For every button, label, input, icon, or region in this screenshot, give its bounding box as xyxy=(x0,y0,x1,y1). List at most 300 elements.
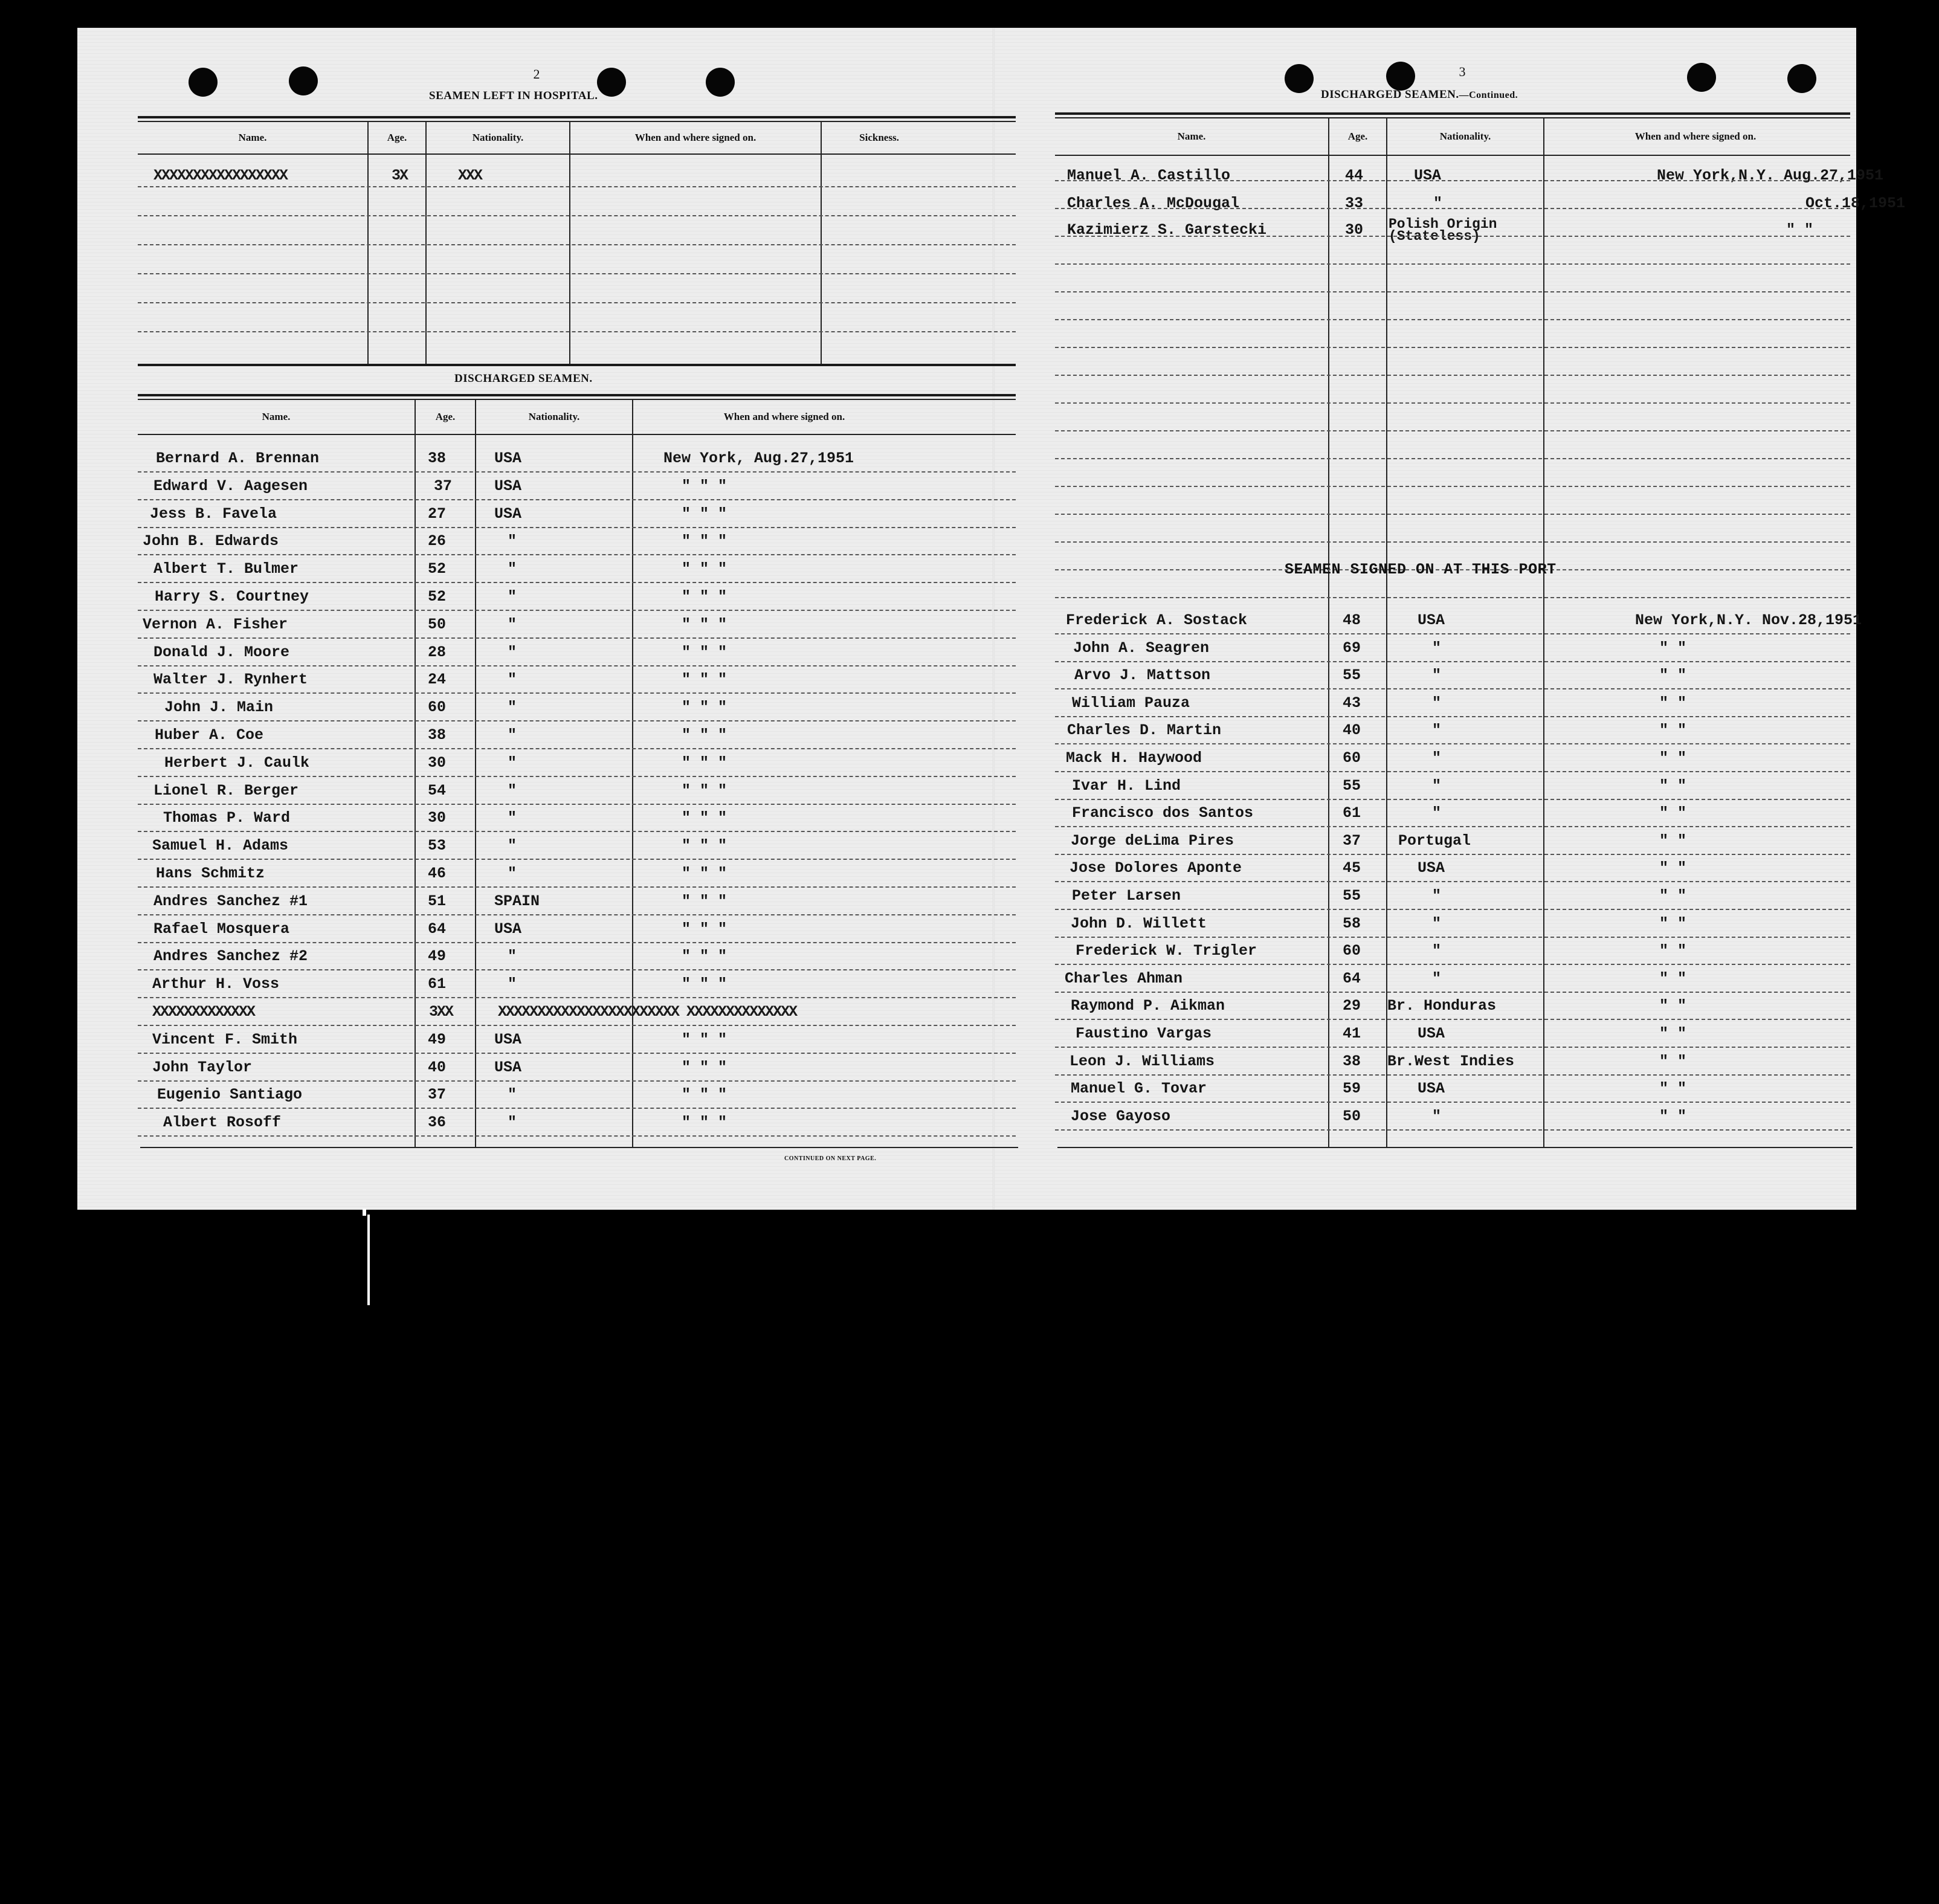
row-name: Albert Rosoff xyxy=(163,1114,282,1131)
struck-age: 3X xyxy=(392,167,408,184)
row-name: John B. Edwards xyxy=(143,532,279,550)
row-age: 38 xyxy=(428,450,447,467)
left-page xyxy=(77,28,993,1210)
rule xyxy=(138,399,1016,400)
row-rule xyxy=(1055,937,1850,938)
discharged-header-nationality: Nationality. xyxy=(528,411,580,422)
row-rule xyxy=(138,215,1016,216)
row-age: 3XX xyxy=(429,1003,453,1021)
row-nationality: Portugal xyxy=(1398,832,1471,850)
right-header-age: Age. xyxy=(1347,131,1368,142)
row-rule xyxy=(138,859,1016,860)
rule xyxy=(1055,112,1850,115)
row-age: 30 xyxy=(1345,221,1364,239)
row-signed-on: " " xyxy=(1659,804,1687,822)
row-signed-on: " " " xyxy=(682,588,728,605)
column-divider xyxy=(475,400,476,1147)
row-signed-on: New York, Aug.27,1951 xyxy=(663,450,854,467)
row-name: Manuel G. Tovar xyxy=(1071,1080,1207,1097)
row-rule xyxy=(138,942,1016,943)
row-age: 69 xyxy=(1343,639,1361,657)
row-nationality: " xyxy=(1432,1108,1442,1125)
page-number: 3 xyxy=(1459,64,1466,79)
row-nationality: " xyxy=(508,837,517,854)
row-rule xyxy=(138,302,1016,303)
row-rule xyxy=(138,1053,1016,1054)
row-rule xyxy=(1055,430,1850,431)
row-age: 61 xyxy=(428,975,447,993)
title-text: DISCHARGED SEAMEN. xyxy=(1321,88,1459,101)
row-name: Thomas P. Ward xyxy=(163,809,291,827)
row-nationality: " xyxy=(508,865,517,882)
row-name: Eugenio Santiago xyxy=(157,1086,303,1103)
struck-name: XXXXXXXXXXXXXXXXX xyxy=(153,167,288,184)
discharged-header-age: Age. xyxy=(435,411,456,422)
row-signed-on: " " " xyxy=(682,754,728,772)
row-name: XXXXXXXXXXXXX xyxy=(152,1003,255,1021)
row-age: 60 xyxy=(428,699,447,716)
row-age: 50 xyxy=(428,616,447,633)
discharged-continued-title xyxy=(1321,88,1518,102)
row-nationality: USA xyxy=(1418,612,1445,629)
row-signed-on: " " " xyxy=(682,975,728,993)
rule xyxy=(1055,155,1850,156)
row-rule xyxy=(138,914,1016,915)
row-rule xyxy=(138,1080,1016,1082)
row-signed-on: New York,N.Y. Nov.28,1951 xyxy=(1635,612,1862,629)
row-rule xyxy=(138,499,1016,500)
row-name: Harry S. Courtney xyxy=(155,588,309,605)
row-rule xyxy=(138,582,1016,583)
column-divider xyxy=(821,122,822,364)
row-name: Jorge deLima Pires xyxy=(1071,832,1234,850)
row-rule xyxy=(138,997,1016,998)
row-rule xyxy=(1055,347,1850,348)
row-rule xyxy=(138,720,1016,721)
row-age: 38 xyxy=(1343,1053,1361,1070)
row-age: 53 xyxy=(428,837,447,854)
row-age: 37 xyxy=(428,1086,447,1103)
row-name: Kazimierz S. Garstecki xyxy=(1067,221,1267,239)
row-rule xyxy=(1055,826,1850,827)
row-rule xyxy=(1055,1129,1850,1131)
row-age: 58 xyxy=(1343,915,1361,932)
row-rule xyxy=(1055,514,1850,515)
row-age: 28 xyxy=(428,644,447,661)
row-signed-on: " " " xyxy=(682,477,728,495)
row-rule xyxy=(1055,1047,1850,1048)
row-age: 60 xyxy=(1343,749,1361,767)
row-name: Bernard A. Brennan xyxy=(156,450,320,467)
row-nationality: USA xyxy=(1418,1025,1445,1042)
row-nationality: USA xyxy=(1418,859,1445,877)
row-signed-on: " " " xyxy=(682,560,728,578)
row-name: Charles Ahman xyxy=(1065,970,1183,987)
row-nationality: " xyxy=(1432,749,1442,767)
row-signed-on: " " xyxy=(1659,1080,1687,1097)
row-rule xyxy=(1055,688,1850,689)
row-name: William Pauza xyxy=(1072,694,1190,712)
crew-list-sheet xyxy=(77,28,1906,1210)
row-age: 40 xyxy=(428,1059,447,1076)
row-age: 55 xyxy=(1343,666,1361,684)
row-signed-on: " " xyxy=(1659,915,1687,932)
row-age: 33 xyxy=(1345,195,1364,212)
row-nationality: " xyxy=(508,809,517,827)
row-rule xyxy=(1055,743,1850,744)
row-name: Albert T. Bulmer xyxy=(153,560,299,578)
row-rule xyxy=(1055,319,1850,320)
row-signed-on: " " " xyxy=(682,865,728,882)
row-rule xyxy=(1055,771,1850,772)
row-age: 48 xyxy=(1343,612,1361,629)
row-rule xyxy=(1055,854,1850,855)
row-nationality: " xyxy=(1432,887,1442,905)
row-name: Jess B. Favela xyxy=(150,505,277,523)
row-signed-on: " " xyxy=(1659,970,1687,987)
row-name: Mack H. Haywood xyxy=(1066,749,1202,767)
row-nationality: " xyxy=(508,975,517,993)
row-rule xyxy=(1055,180,1850,181)
row-age: 55 xyxy=(1343,777,1361,795)
row-rule xyxy=(1055,633,1850,634)
row-nationality: " xyxy=(1432,721,1442,739)
right-header-name: Name. xyxy=(1177,131,1206,142)
column-divider xyxy=(367,122,369,364)
row-signed-on: " " xyxy=(1786,221,1814,239)
row-signed-on: " " " xyxy=(682,782,728,799)
rule xyxy=(138,394,1016,396)
row-signed-on: " " xyxy=(1659,997,1687,1015)
rule xyxy=(138,434,1016,435)
row-age: 26 xyxy=(428,532,447,550)
row-age: 60 xyxy=(1343,942,1361,960)
row-age: 43 xyxy=(1343,694,1361,712)
right-header-signed-on: When and where signed on. xyxy=(1634,131,1757,142)
row-signed-on: " " xyxy=(1659,666,1687,684)
row-age: 50 xyxy=(1343,1108,1361,1125)
row-rule xyxy=(138,273,1016,274)
row-nationality: Polish Origin xyxy=(1389,216,1497,232)
row-age: 52 xyxy=(428,588,447,605)
row-rule xyxy=(138,610,1016,611)
row-signed-on: " " " xyxy=(682,1086,728,1103)
row-nationality: " xyxy=(1432,639,1442,657)
row-age: 52 xyxy=(428,560,447,578)
row-nationality: USA xyxy=(494,477,522,495)
row-rule xyxy=(138,1135,1016,1137)
row-age: 27 xyxy=(428,505,447,523)
row-nationality: " xyxy=(1432,804,1442,822)
row-signed-on: " " xyxy=(1659,1108,1687,1125)
row-name: Raymond P. Aikman xyxy=(1071,997,1225,1015)
row-rule xyxy=(138,331,1016,332)
row-signed-on: " " " xyxy=(682,892,728,910)
row-age: 54 xyxy=(428,782,447,799)
row-name: Huber A. Coe xyxy=(155,726,264,744)
row-nationality: " xyxy=(1432,777,1442,795)
row-nationality: USA xyxy=(494,450,522,467)
hospital-header-signed-on: When and where signed on. xyxy=(634,132,757,143)
row-signed-on: " " xyxy=(1659,639,1687,657)
row-name: John D. Willett xyxy=(1071,915,1207,932)
row-nationality: " xyxy=(1433,195,1443,212)
row-name: Francisco dos Santos xyxy=(1072,804,1254,822)
discharged-section-title: DISCHARGED SEAMEN. xyxy=(454,372,593,385)
row-name: Jose Dolores Aponte xyxy=(1070,859,1242,877)
row-rule xyxy=(1055,964,1850,965)
row-name: Ivar H. Lind xyxy=(1072,777,1181,795)
row-nationality: " xyxy=(1432,666,1442,684)
hospital-section-title: SEAMEN LEFT IN HOSPITAL. xyxy=(429,89,598,102)
row-nationality: " xyxy=(508,726,517,744)
row-signed-on: " " xyxy=(1659,887,1687,905)
row-nationality: USA xyxy=(494,1059,522,1076)
signed-on-section-title: SEAMEN SIGNED ON AT THIS PORT xyxy=(1285,561,1557,578)
row-rule xyxy=(1055,263,1850,265)
row-rule xyxy=(1055,597,1850,598)
discharged-header-signed-on: When and where signed on. xyxy=(723,411,845,422)
rule xyxy=(1057,1147,1853,1148)
row-rule xyxy=(138,665,1016,666)
row-nationality: " xyxy=(508,532,517,550)
rule xyxy=(138,153,1016,155)
row-name: Arthur H. Voss xyxy=(152,975,280,993)
row-nationality: USA xyxy=(494,920,522,938)
row-rule xyxy=(1055,486,1850,487)
row-rule xyxy=(138,748,1016,749)
row-name: Charles A. McDougal xyxy=(1067,195,1240,212)
row-name: John Taylor xyxy=(152,1059,253,1076)
row-signed-on: " " xyxy=(1659,942,1687,960)
row-signed-on: " " " xyxy=(682,671,728,688)
row-name: Herbert J. Caulk xyxy=(164,754,310,772)
row-nationality: USA xyxy=(494,505,522,523)
row-age: 46 xyxy=(428,865,447,882)
row-age: 41 xyxy=(1343,1025,1361,1042)
column-divider xyxy=(415,400,416,1147)
row-nationality: " xyxy=(508,1086,517,1103)
row-signed-on: " " " xyxy=(682,644,728,661)
row-signed-on: " " xyxy=(1659,694,1687,712)
row-age: 37 xyxy=(1343,832,1361,850)
row-signed-on: " " " xyxy=(682,1031,728,1048)
row-rule xyxy=(1055,881,1850,882)
row-nationality-line2: (Stateless) xyxy=(1389,228,1480,244)
row-name: Edward V. Aagesen xyxy=(153,477,308,495)
row-signed-on: " " " xyxy=(682,699,728,716)
row-age: 36 xyxy=(428,1114,447,1131)
row-age: 38 xyxy=(428,726,447,744)
column-divider xyxy=(425,122,427,364)
row-nationality: " xyxy=(508,1114,517,1131)
row-age: 40 xyxy=(1343,721,1361,739)
row-age: 24 xyxy=(428,671,447,688)
right-header-nationality: Nationality. xyxy=(1439,131,1491,142)
row-signed-on: " " xyxy=(1659,832,1687,850)
row-name: John J. Main xyxy=(164,699,274,716)
row-signed-on: " " " xyxy=(682,726,728,744)
row-rule xyxy=(138,804,1016,805)
row-name: Charles D. Martin xyxy=(1067,721,1222,739)
row-rule xyxy=(138,471,1016,473)
hospital-header-name: Name. xyxy=(238,132,267,143)
row-rule xyxy=(138,692,1016,694)
row-age: 44 xyxy=(1345,167,1364,184)
row-nationality: " xyxy=(1432,942,1442,960)
row-signed-on: " " " xyxy=(682,532,728,550)
hospital-header-age: Age. xyxy=(387,132,407,143)
row-nationality: Br. Honduras xyxy=(1387,997,1497,1015)
row-nationality: USA xyxy=(1418,1080,1445,1097)
row-rule xyxy=(1055,661,1850,662)
row-nationality: " xyxy=(1432,694,1442,712)
row-name: Peter Larsen xyxy=(1072,887,1181,905)
row-rule xyxy=(138,186,1016,187)
row-nationality: " xyxy=(508,671,517,688)
continued-note: CONTINUED ON NEXT PAGE. xyxy=(784,1155,877,1162)
row-rule xyxy=(138,969,1016,970)
row-name: Andres Sanchez #1 xyxy=(153,892,308,910)
rule xyxy=(138,116,1016,118)
row-signed-on: " " xyxy=(1659,777,1687,795)
row-rule xyxy=(1055,458,1850,459)
row-age: 45 xyxy=(1343,859,1361,877)
row-nationality: " xyxy=(1432,970,1442,987)
row-signed-on: " " xyxy=(1659,859,1687,877)
rule xyxy=(1055,117,1850,118)
row-name: Manuel A. Castillo xyxy=(1067,167,1231,184)
row-age: 59 xyxy=(1343,1080,1361,1097)
row-name: Rafael Mosquera xyxy=(153,920,290,938)
row-name: Hans Schmitz xyxy=(156,865,265,882)
hospital-header-nationality: Nationality. xyxy=(472,132,524,143)
row-signed-on: " " " xyxy=(682,1114,728,1131)
row-name: Donald J. Moore xyxy=(153,644,290,661)
row-rule xyxy=(1055,541,1850,543)
row-signed-on: Oct.18,1951 xyxy=(1805,195,1906,212)
page-number: 2 xyxy=(533,66,540,82)
row-nationality: " xyxy=(1432,915,1442,932)
row-age: 51 xyxy=(428,892,447,910)
row-age: 30 xyxy=(428,754,447,772)
row-rule xyxy=(138,831,1016,832)
row-nationality: " xyxy=(508,699,517,716)
row-rule xyxy=(138,527,1016,528)
row-signed-on: " " " xyxy=(682,616,728,633)
row-age: 29 xyxy=(1343,997,1361,1015)
row-name: Jose Gayoso xyxy=(1071,1108,1171,1125)
rule xyxy=(140,1147,1018,1148)
row-rule xyxy=(1055,909,1850,910)
row-signed-on: New York,N.Y. Aug.27,1951 xyxy=(1657,167,1884,184)
row-name: Leon J. Williams xyxy=(1070,1053,1215,1070)
row-nationality: " xyxy=(508,588,517,605)
row-rule xyxy=(1055,402,1850,404)
row-rule xyxy=(138,1108,1016,1109)
title-suffix: —Continued. xyxy=(1459,90,1518,100)
row-rule xyxy=(138,244,1016,245)
row-signed-on: " " " xyxy=(682,920,728,938)
row-rule xyxy=(138,637,1016,639)
row-name: Vincent F. Smith xyxy=(152,1031,298,1048)
column-divider xyxy=(569,122,570,364)
row-name: John A. Seagren xyxy=(1073,639,1210,657)
row-rule xyxy=(1055,1102,1850,1103)
row-name: Frederick A. Sostack xyxy=(1066,612,1248,629)
scan-artifact xyxy=(367,1215,370,1305)
row-age: 64 xyxy=(1343,970,1361,987)
row-age: 61 xyxy=(1343,804,1361,822)
row-name: Walter J. Rynhert xyxy=(153,671,308,688)
row-nationality: USA xyxy=(494,1031,522,1048)
row-rule xyxy=(1055,208,1850,209)
row-age: 30 xyxy=(428,809,447,827)
hospital-header-sickness: Sickness. xyxy=(859,132,899,143)
row-name: Frederick W. Trigler xyxy=(1076,942,1257,960)
right-page xyxy=(995,28,1906,1210)
row-nationality: " xyxy=(508,754,517,772)
struck-nationality: XXX xyxy=(458,167,482,184)
row-nationality: SPAIN xyxy=(494,892,540,910)
row-rule xyxy=(1055,992,1850,993)
row-name: Andres Sanchez #2 xyxy=(153,947,308,965)
row-rule xyxy=(1055,291,1850,292)
rule xyxy=(138,121,1016,122)
row-rule xyxy=(1055,236,1850,237)
discharged-header-name: Name. xyxy=(262,411,291,422)
row-rule xyxy=(138,554,1016,555)
row-signed-on: " " " xyxy=(682,1059,728,1076)
row-rule xyxy=(1055,1074,1850,1076)
row-name: Lionel R. Berger xyxy=(153,782,299,799)
row-signed-on: " " " xyxy=(682,505,728,523)
row-nationality: " xyxy=(508,616,517,633)
row-age: 49 xyxy=(428,1031,447,1048)
row-age: 49 xyxy=(428,947,447,965)
rule xyxy=(138,364,1016,366)
row-nationality: USA xyxy=(1414,167,1442,184)
row-signed-on: " " " xyxy=(682,837,728,854)
row-signed-on: " " xyxy=(1659,749,1687,767)
column-divider xyxy=(632,400,633,1147)
row-rule xyxy=(1055,375,1850,376)
row-age: 55 xyxy=(1343,887,1361,905)
row-signed-on: " " " xyxy=(682,809,728,827)
scan-artifact xyxy=(363,1209,366,1216)
row-rule xyxy=(138,1025,1016,1026)
row-rule xyxy=(1055,799,1850,800)
row-age: 37 xyxy=(434,477,453,495)
row-name: Vernon A. Fisher xyxy=(143,616,288,633)
row-nationality: " xyxy=(508,947,517,965)
row-nationality: XXXXXXXXXXXXXXXXXXXXXXX XXXXXXXXXXXXXX xyxy=(498,1003,797,1021)
row-rule xyxy=(138,776,1016,777)
row-rule xyxy=(1055,1019,1850,1020)
row-name: Arvo J. Mattson xyxy=(1074,666,1211,684)
row-nationality: " xyxy=(508,560,517,578)
row-nationality: " xyxy=(508,644,517,661)
row-nationality: " xyxy=(508,782,517,799)
row-rule xyxy=(1055,716,1850,717)
row-name: Faustino Vargas xyxy=(1076,1025,1212,1042)
row-nationality: Br.West Indies xyxy=(1387,1053,1515,1070)
row-rule xyxy=(138,886,1016,888)
row-signed-on: " " xyxy=(1659,1025,1687,1042)
row-signed-on: " " xyxy=(1659,1053,1687,1070)
row-signed-on: " " xyxy=(1659,721,1687,739)
row-signed-on: " " " xyxy=(682,947,728,965)
